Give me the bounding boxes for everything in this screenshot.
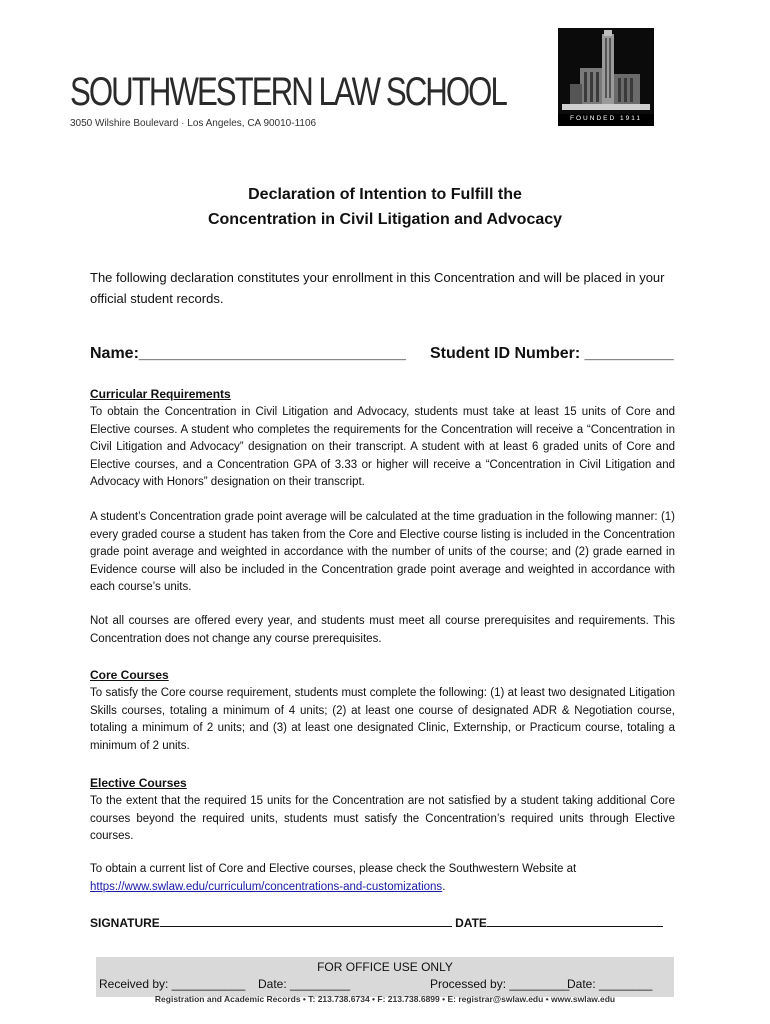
intro-paragraph: The following declaration constitutes your enrollment in this Concentration and will be placed in your official student records. [90,270,665,306]
core-courses-heading: Core Courses [90,668,169,682]
signature-line[interactable] [160,913,452,927]
core-courses-paragraph: To satisfy the Core course requirement, students must complete the following: (1) at least two designated Litigation Skills courses, totaling a minimum of 4 units; (2) at least one course of designated ADR & Negotiation course, totaling a minimum of 2 units; and (3) at least one designated Clinic, Externship, or Practicum course, totaling a minimum of 2 units. [90,687,675,752]
concentrations-link[interactable]: https://www.swlaw.edu/curriculum/concentrations-and-customizations [90,880,443,893]
website-text: To obtain a current list of Core and Elective courses, please check the Southwestern Website at [90,863,577,875]
curricular-requirements-heading: Curricular Requirements [90,387,231,401]
footer-contact: Registration and Academic Records • T: 213.738.6734 • F: 213.738.6899 • E: registrar@swlaw.edu • www.swlaw.edu [154,994,616,1004]
website-after: . [442,880,446,893]
processed-date-field: Date: ________ [567,977,653,991]
date-label: DATE [455,916,487,930]
document-title-line1: Declaration of Intention to Fulfill the [248,186,522,203]
document-title-line2: Concentration in Civil Litigation and Advocacy [207,211,563,228]
founded-seal-logo [558,28,654,126]
school-name-logo: SOUTHWESTERN LAW SCHOOL [70,70,506,114]
curricular-paragraph-1: To obtain the Concentration in Civil Litigation and Advocacy, students must take at least 15 units of Core and Elective courses. A student who completes the requirements for the Concentration will receive a “Concentration in Civil Litigation and Advocacy” designation on their transcript. A student with at least 6 graded units of Core and Elective courses, and a Concentration GPA of 3.33 or higher will receive a “Concentration in Civil Litigation and Advocacy with Honors” designation on their transcript. [90,406,675,488]
curricular-paragraph-2: A student’s Concentration grade point average will be calculated at the time graduation in the following manner: (1) every graded course a student has taken from the Core and Elective course listing is included in the Concentration grade point average and weighted in accordance with the number of units of the course; and (2) grade earned in Evidence course will also be included in the Concentration grade point average and weighted in accordance with each course’s units. [90,511,675,593]
school-address: 3050 Wilshire Boulevard · Los Angeles, CA 90010-1106 [70,118,317,129]
name-field[interactable]: Name:______________________________ [90,345,406,362]
curricular-paragraph-3: Not all courses are offered every year, and students must meet all course prerequisites and requirements. This Concentration does not change any course prerequisites. [90,615,675,645]
received-by-field: Received by: ___________ [99,977,246,991]
office-use-box [96,957,674,997]
date-line[interactable] [487,913,663,927]
processed-by-field: Processed by: _________ [430,977,570,991]
seal-text: FOUNDED 1911 [570,115,642,122]
signature-label: SIGNATURE [90,916,160,930]
signature-row [90,913,663,930]
office-use-title: FOR OFFICE USE ONLY [317,960,453,974]
elective-courses-heading: Elective Courses [90,776,187,790]
received-date-field: Date: _________ [258,977,351,991]
student-id-field[interactable]: Student ID Number: __________ [430,345,674,362]
elective-courses-paragraph: To the extent that the required 15 units for the Concentration are not satisfied by a student taking additional Core courses beyond the required units, students must satisfy the Concentration’s required units through Elective courses. [90,795,675,842]
